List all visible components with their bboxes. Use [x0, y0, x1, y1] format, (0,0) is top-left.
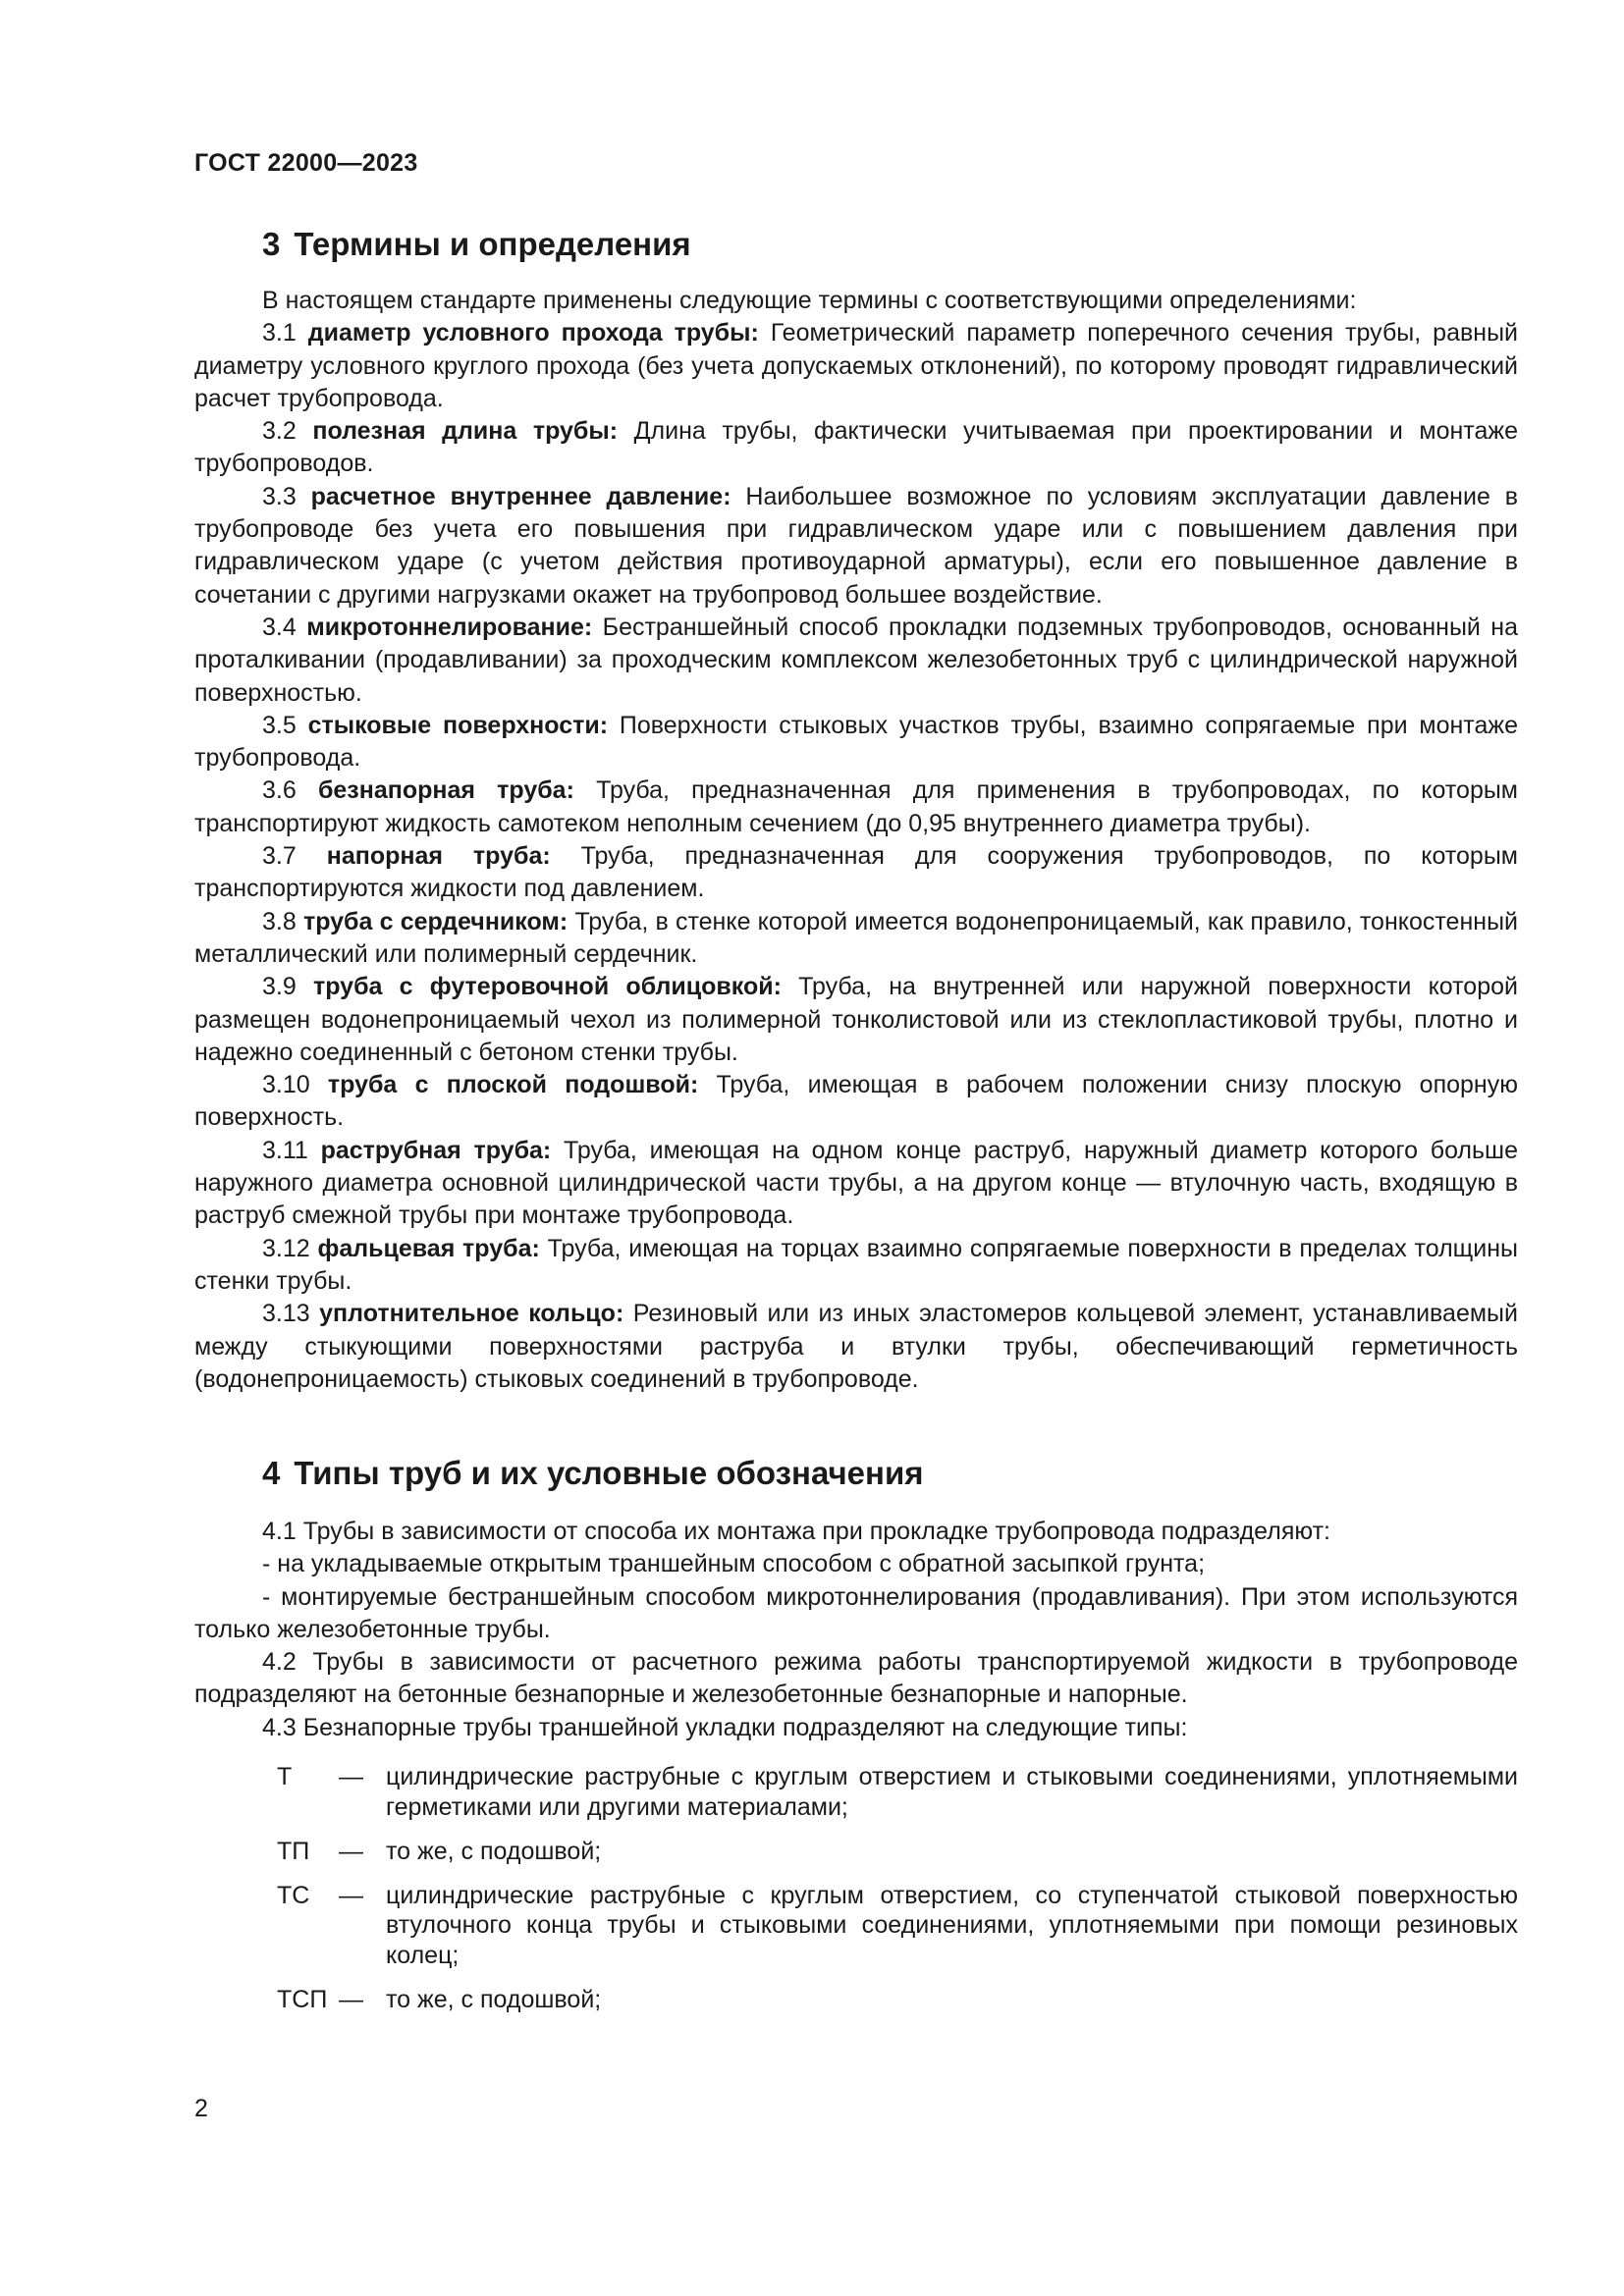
- term-3-4: 3.4 микротоннелирование: Бестраншейный способ прокладки подземных трубопроводов, основанный на проталкивании (продавливании) за проходческим комплексом железобетонных труб с цилиндрической наружной поверхностью.: [194, 613, 1519, 707]
- paragraph-4-2: 4.2 Трубы в зависимости от расчетного режима работы транспортируемой жидкости в трубопроводе подразделяют на бетонные безнапорные и железобетонные безнапорные и напорные.: [194, 1648, 1518, 1709]
- term-3-5: 3.5 стыковые поверхности: Поверхности стыковых участков трубы, взаимно сопрягаемые при монтаже трубопровода.: [194, 711, 1518, 773]
- paragraph-4-3: 4.3 Безнапорные трубы траншейной укладки подразделяют на следующие типы:: [262, 1713, 1188, 1741]
- section-4-heading: [262, 1455, 924, 1492]
- term-3-11: 3.11 раструбная труба: Труба, имеющая на одном конце раструб, наружный диаметр которого больше наружного диаметра основной цилиндрической части трубы, а на другом конце — втулочную часть, входящую в раструб смежной трубы при монтаже трубопровода.: [194, 1136, 1519, 1230]
- term-3-8: 3.8 труба с сердечником: Труба, в стенке которой имеется водонепроницаемый, как правило, тонкостенный металлический или полимерный сердечник.: [194, 907, 1519, 968]
- pipe-type-row: [194, 1837, 1518, 1867]
- section-4-body: [194, 1516, 1518, 1744]
- pipe-type-code: Т: [277, 1763, 293, 1790]
- list-item-microtunnel: - монтируемые бестраншейным способом микротоннелирования (продавливания). При этом используются только железобетонные трубы.: [194, 1582, 1518, 1643]
- section-3-heading: [262, 226, 691, 263]
- term-3-9: 3.9 труба с футеровочной облицовкой: Труба, на внутренней или наружной поверхности которой размещен водонепроницаемый чехол из полимерной тонколистовой или из стеклопластиковой трубы, плотно и надежно соединенный с бетоном стенки трубы.: [194, 973, 1518, 1066]
- pipe-type-description: то же, с подошвой;: [386, 1985, 602, 2013]
- section-4-number: 4: [262, 1455, 281, 1491]
- pipe-type-dash: —: [339, 1985, 363, 2013]
- section-3-intro: В настоящем стандарте применены следующие термины с соответствующими определениями:: [262, 287, 1357, 314]
- page-number: 2: [194, 2095, 208, 2122]
- section-3-title: Термины и определения: [294, 226, 691, 262]
- pipe-type-row: [194, 1985, 1518, 2015]
- term-3-12: 3.12 фальцевая труба: Труба, имеющая на торцах взаимно сопрягаемые поверхности в пределах толщины стенки трубы.: [194, 1234, 1518, 1295]
- pipe-type-code: ТП: [277, 1837, 310, 1865]
- term-3-6: 3.6 безнапорная труба: Труба, предназначенная для применения в трубопроводах, по которым транспортируют жидкость самотеком неполным сечением (до 0,95 внутреннего диаметра трубы).: [194, 776, 1518, 837]
- term-3-13: 3.13 уплотнительное кольцо: Резиновый или из иных эластомеров кольцевой элемент, устанавливаемый между стыкующими поверхностями раструба и втулки трубы, обеспечивающий герметичность (водонепроницаемость) стыковых соединений в трубопроводе.: [194, 1300, 1518, 1393]
- pipe-type-dash: —: [339, 1837, 363, 1865]
- pipe-type-code: ТСП: [277, 1985, 328, 2013]
- term-3-3: 3.3 расчетное внутреннее давление: Наибольшее возможное по условиям эксплуатации давление в трубопроводе без учета его повышения при гидравлическом ударе или с повышением давления при гидравлическом ударе (с учетом действия противоударной арматуры), если его повышенное давление в сочетании с другими нагрузками окажет на трубопровод большее воздействие.: [194, 482, 1519, 609]
- pipe-type-description: то же, с подошвой;: [386, 1837, 602, 1865]
- pipe-type-dash: —: [339, 1763, 363, 1790]
- term-3-2: 3.2 полезная длина трубы: Длина трубы, фактически учитываемая при проектировании и монтаже трубопроводов.: [194, 417, 1518, 478]
- pipe-type-row: [194, 1881, 1518, 1971]
- pipe-type-dash: —: [339, 1881, 363, 1909]
- term-3-1: 3.1 диаметр условного прохода трубы: Геометрический параметр поперечного сечения трубы, равный диаметру условного круглого прохода (без учета допускаемых отклонений), по которому проводят гидравлический расчет трубопровода.: [194, 319, 1519, 412]
- section-3-number: 3: [262, 226, 281, 262]
- paragraph-4-1: 4.1 Трубы в зависимости от способа их монтажа при прокладке трубопровода подразделяют:: [262, 1518, 1330, 1545]
- term-3-7: 3.7 напорная труба: Труба, предназначенная для сооружения трубопроводов, по которым транспортируются жидкости под давлением.: [194, 842, 1518, 903]
- pipe-type-code: ТС: [277, 1881, 310, 1909]
- section-3-body: [194, 285, 1518, 1396]
- pipe-type-description: цилиндрические раструбные с круглым отверстием, со ступенчатой стыковой поверхностью втулочного конца трубы и стыковыми соединениями, уплотняемыми при помощи резиновых колец;: [386, 1881, 1518, 1969]
- term-3-10: 3.10 труба с плоской подошвой: Труба, имеющая в рабочем положении снизу плоскую опорную поверхность.: [194, 1071, 1518, 1132]
- document-header: ГОСТ 22000—2023: [194, 149, 418, 177]
- pipe-type-description: цилиндрические раструбные с круглым отверстием и стыковыми соединениями, уплотняемыми герметиками или другими материалами;: [386, 1763, 1518, 1821]
- pipe-type-row: [194, 1762, 1518, 1822]
- list-item-trench: - на укладываемые открытым траншейным способом с обратной засыпкой грунта;: [262, 1550, 1206, 1578]
- pipe-type-list: [194, 1762, 1518, 2029]
- section-4-title: Типы труб и их условные обозначения: [294, 1455, 924, 1491]
